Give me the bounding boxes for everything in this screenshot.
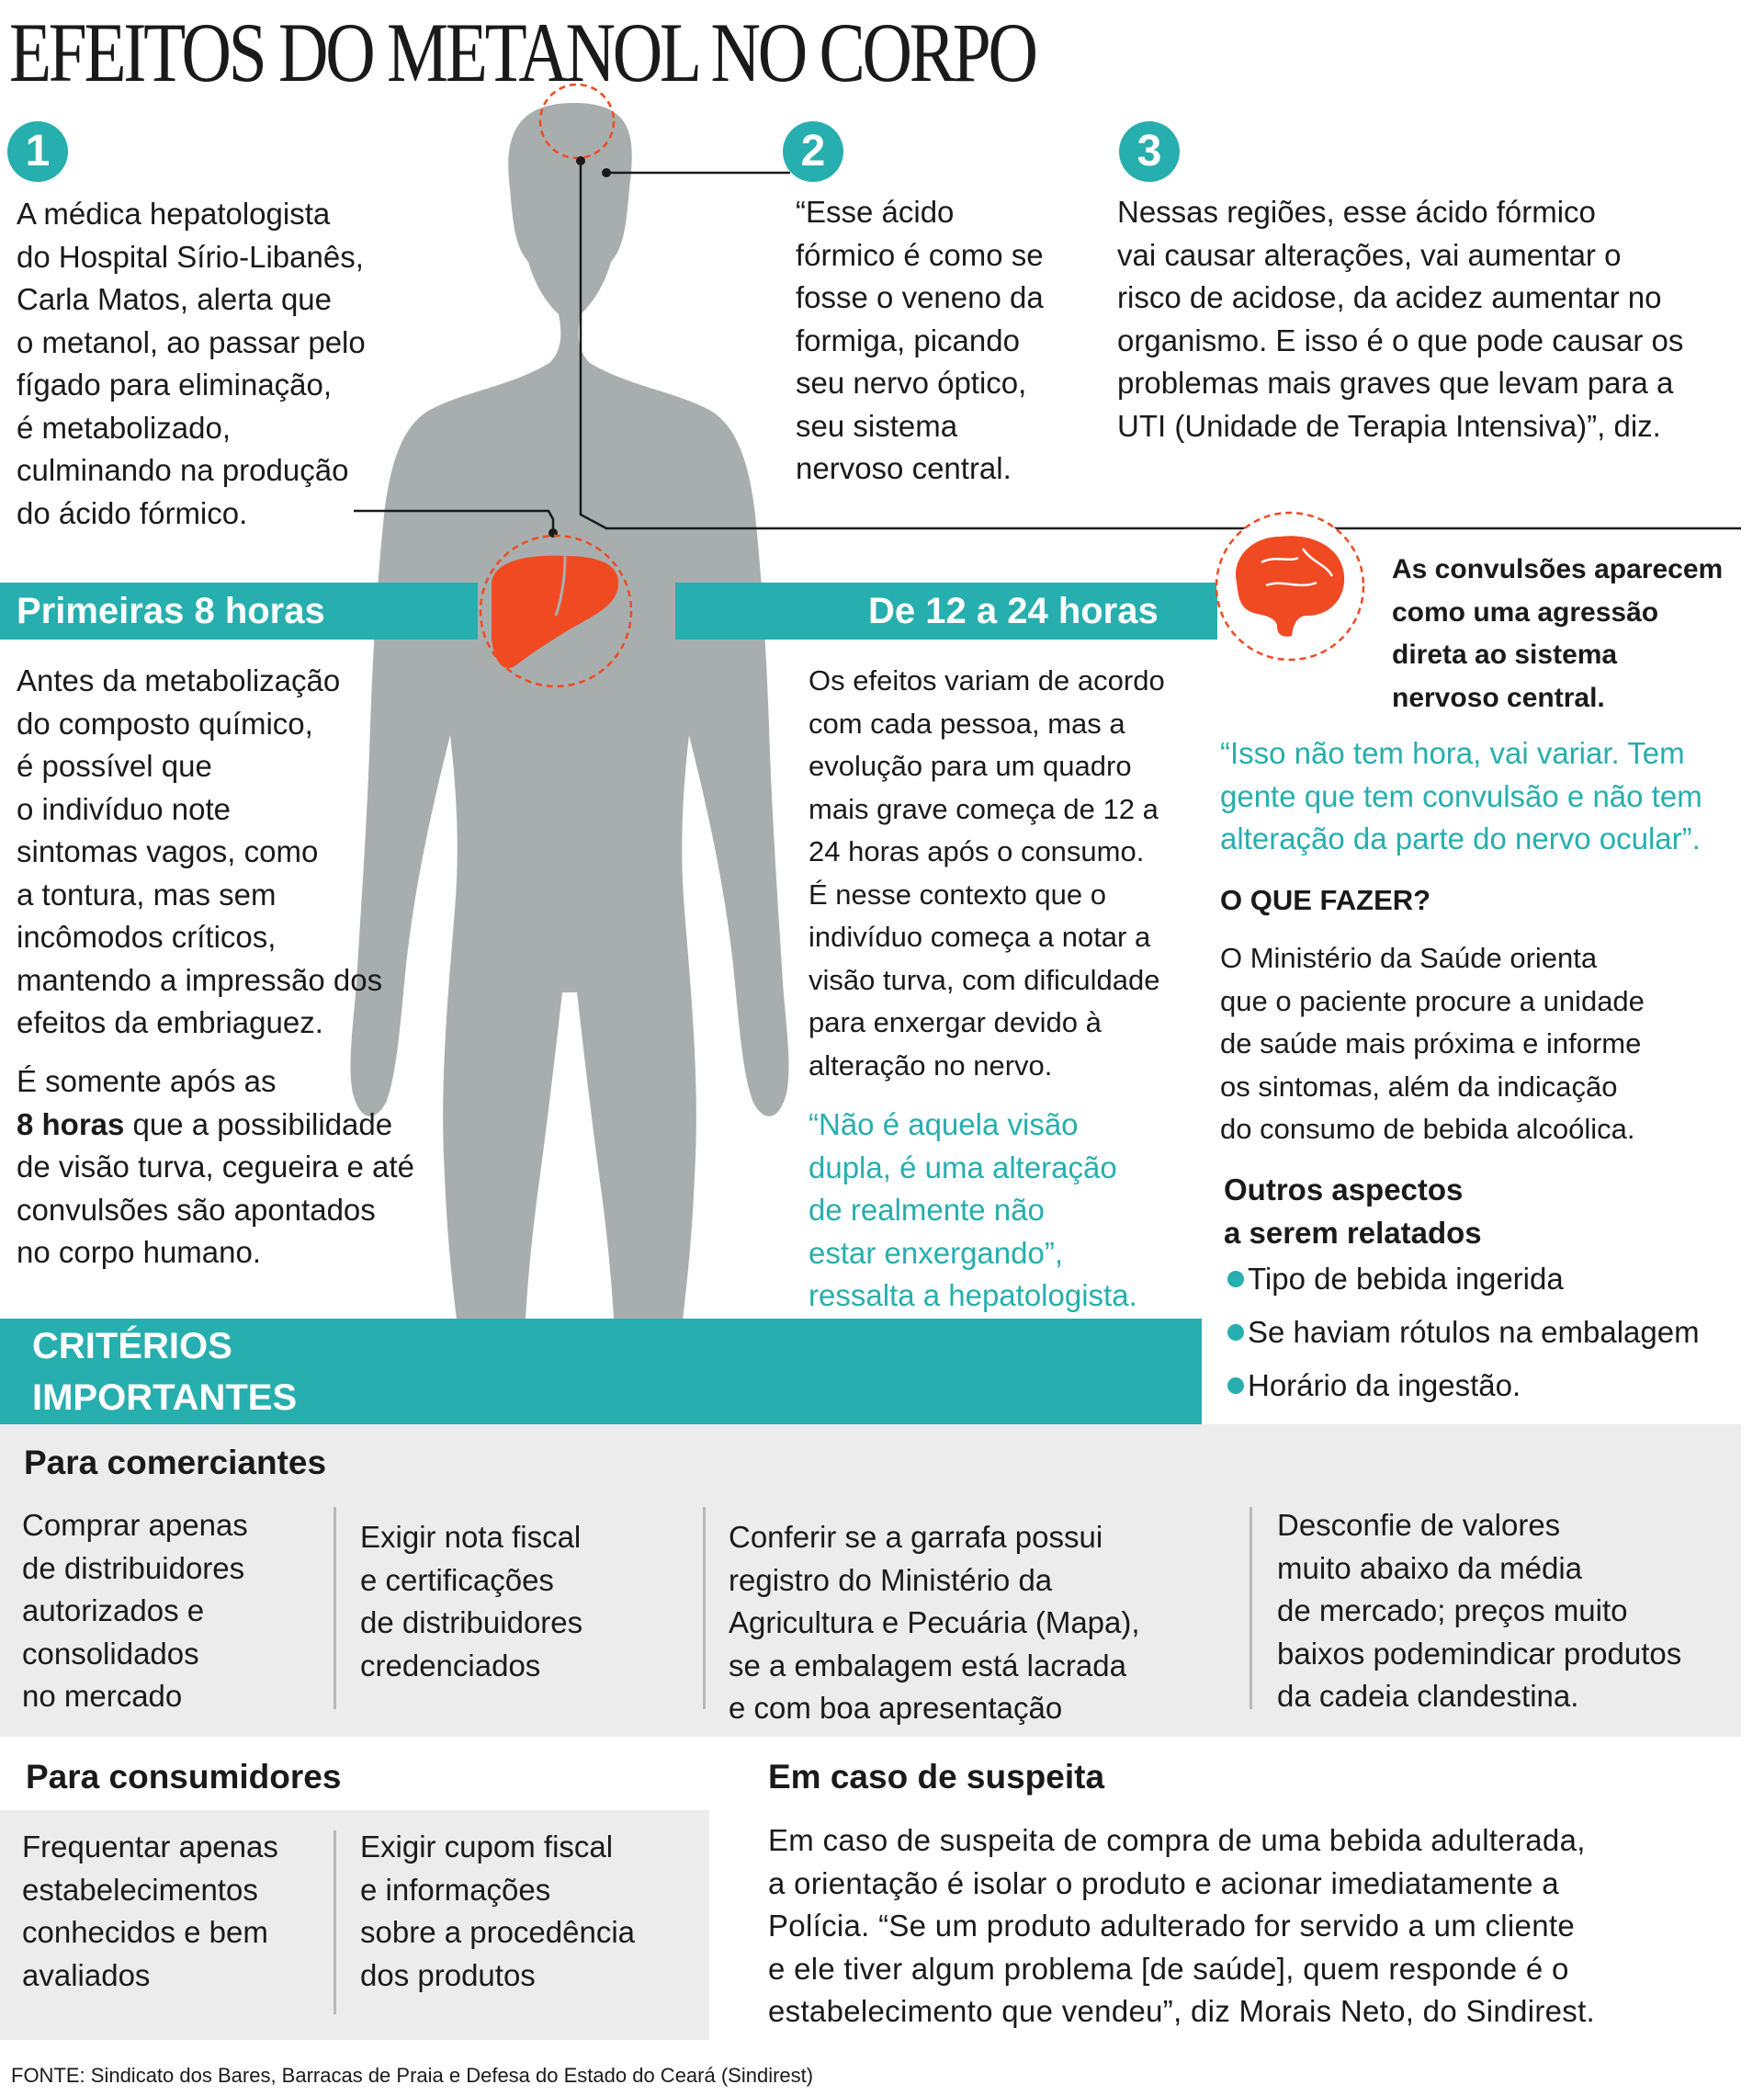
source-credit: FONTE: Sindicato dos Bares, Barracas de Praia e Defesa do Estado do Ceará (Sindirest)	[11, 2064, 814, 2087]
eight-hours-bold: 8 horas	[17, 1106, 125, 1141]
liver-icon	[473, 528, 639, 694]
consumer-divider	[334, 1830, 336, 2014]
list-item: Se haviam rótulos na embalagem	[1227, 1315, 1700, 1368]
list-item: Tipo de bebida ingerida	[1227, 1262, 1700, 1315]
convulsions-quote: “Isso não tem hora, vai variar. Tem gente que tem convulsão e não tem alteração da parte do nervo ocular”.	[1220, 736, 1702, 855]
step-2-badge: 2	[783, 121, 843, 182]
merchant-divider-3	[1250, 1507, 1252, 1709]
bullet-icon	[1227, 1271, 1244, 1287]
consumers-heading: Para consumidores	[26, 1758, 342, 1796]
bullet-icon	[1227, 1377, 1244, 1394]
hepatologist-quote: “Não é aquela visão dupla, é uma alteração de realmente não estar enxergando”, ressalta a hepatologista.	[808, 1107, 1137, 1312]
first-8-hours-text: Antes da metabolização do composto químico, é possível que o indivíduo note sintomas vagos, como a tontura, mas sem incômodos críticos, mantendo a impressão dos efeitos da embriaguez.	[17, 663, 383, 1039]
consumer-tip-2: Exigir cupom fiscal e informações sobre a procedência dos produtos	[360, 1830, 636, 1992]
first-8-hours-text-2: É somente após as 8 horas que a possibilidade de visão turva, cegueira e até convulsões são apontados no corpo humano.	[17, 1064, 414, 1269]
step-3-badge: 3	[1119, 121, 1180, 182]
criteria-heading: CRITÉRIOS IMPORTANTES	[32, 1326, 298, 1418]
what-to-do-heading: O QUE FAZER?	[1220, 884, 1431, 916]
connector-dot-3	[576, 156, 585, 165]
bullet-icon	[1227, 1324, 1244, 1341]
merchant-divider-1	[334, 1507, 336, 1709]
other-aspects-heading: Outros aspectos a serem relatados	[1224, 1173, 1482, 1250]
merchant-tip-2: Exigir nota fiscal e certificações de distribuidores credenciados	[360, 1520, 583, 1682]
merchant-divider-2	[703, 1507, 706, 1709]
page-title: EFEITOS DO METANOL NO CORPO	[9, 6, 1035, 99]
twelve-24-hours-heading: De 12 a 24 horas	[868, 591, 1159, 631]
step-2-text: “Esse ácido fórmico é como se fosse o veneno da formiga, picando seu nervo óptico, seu sistema nervoso central.	[796, 195, 1044, 485]
connector-dot-2	[602, 168, 611, 177]
suspicion-text: Em caso de suspeita de compra de uma bebida adulterada, a orientação é isolar o produto e acionar imediatamente a Polícia. “Se um produto adulterado for servido a um cliente e ele tiver algum problema [de saúde], quem responde é o estabelecimento que vendeu”, diz Morais Neto, do Sindirest.	[768, 1823, 1596, 2028]
first-8-hours-heading: Primeiras 8 horas	[17, 591, 325, 631]
step-3-text: Nessas regiões, esse ácido fórmico vai causar alterações, vai aumentar o risco de acidose, da acidez aumentar no organismo. E isso é o que pode causar os problemas mais graves que levam para a UTI (Unidade de Terapia Intensiva)”, diz.	[1117, 195, 1684, 443]
merchants-heading: Para comerciantes	[24, 1444, 327, 1481]
merchant-tip-4: Desconfie de valores muito abaixo da média de mercado; preços muito baixos podemindicar produtos da cadeia clandestina.	[1277, 1508, 1682, 1713]
list-item: Horário da ingestão.	[1227, 1368, 1700, 1422]
merchant-tip-1: Comprar apenas de distribuidores autorizados e consolidados no mercado	[22, 1508, 248, 1713]
step-1-text: A médica hepatologista do Hospital Sírio-Libanês, Carla Matos, alerta que o metanol, ao passar pelo fígado para eliminação, é metabolizado, culminando na produção do ácido fórmico.	[17, 197, 366, 530]
suspicion-heading: Em caso de suspeita	[768, 1758, 1105, 1796]
merchant-tip-3: Conferir se a garrafa possui registro do Ministério da Agricultura e Pecuária (Mapa), se a embalagem está lacrada e com boa apresentação	[729, 1520, 1140, 1725]
step-1-badge: 1	[7, 121, 68, 182]
other-aspects-list	[1227, 1262, 1700, 1422]
convulsions-text: As convulsões aparecem como uma agressão direta ao sistema nervoso central.	[1392, 554, 1724, 713]
twelve-24-hours-text: Os efeitos variam de acordo com cada pessoa, mas a evolução para um quadro mais grave começa de 12 a 24 horas após o consumo. É nesse contexto que o indivíduo começa a notar a visão turva, com dificuldade para enxergar devido à alteração no nervo.	[808, 664, 1165, 1082]
body-silhouette	[350, 103, 788, 1470]
brain-icon	[1211, 507, 1369, 665]
what-to-do-text: O Ministério da Saúde orienta que o paciente procure a unidade de saúde mais próxima e informe os sintomas, além da indicação do consumo de bebida alcoólica.	[1220, 942, 1645, 1145]
consumer-tip-1: Frequentar apenas estabelecimentos conhecidos e bem avaliados	[22, 1830, 278, 1992]
